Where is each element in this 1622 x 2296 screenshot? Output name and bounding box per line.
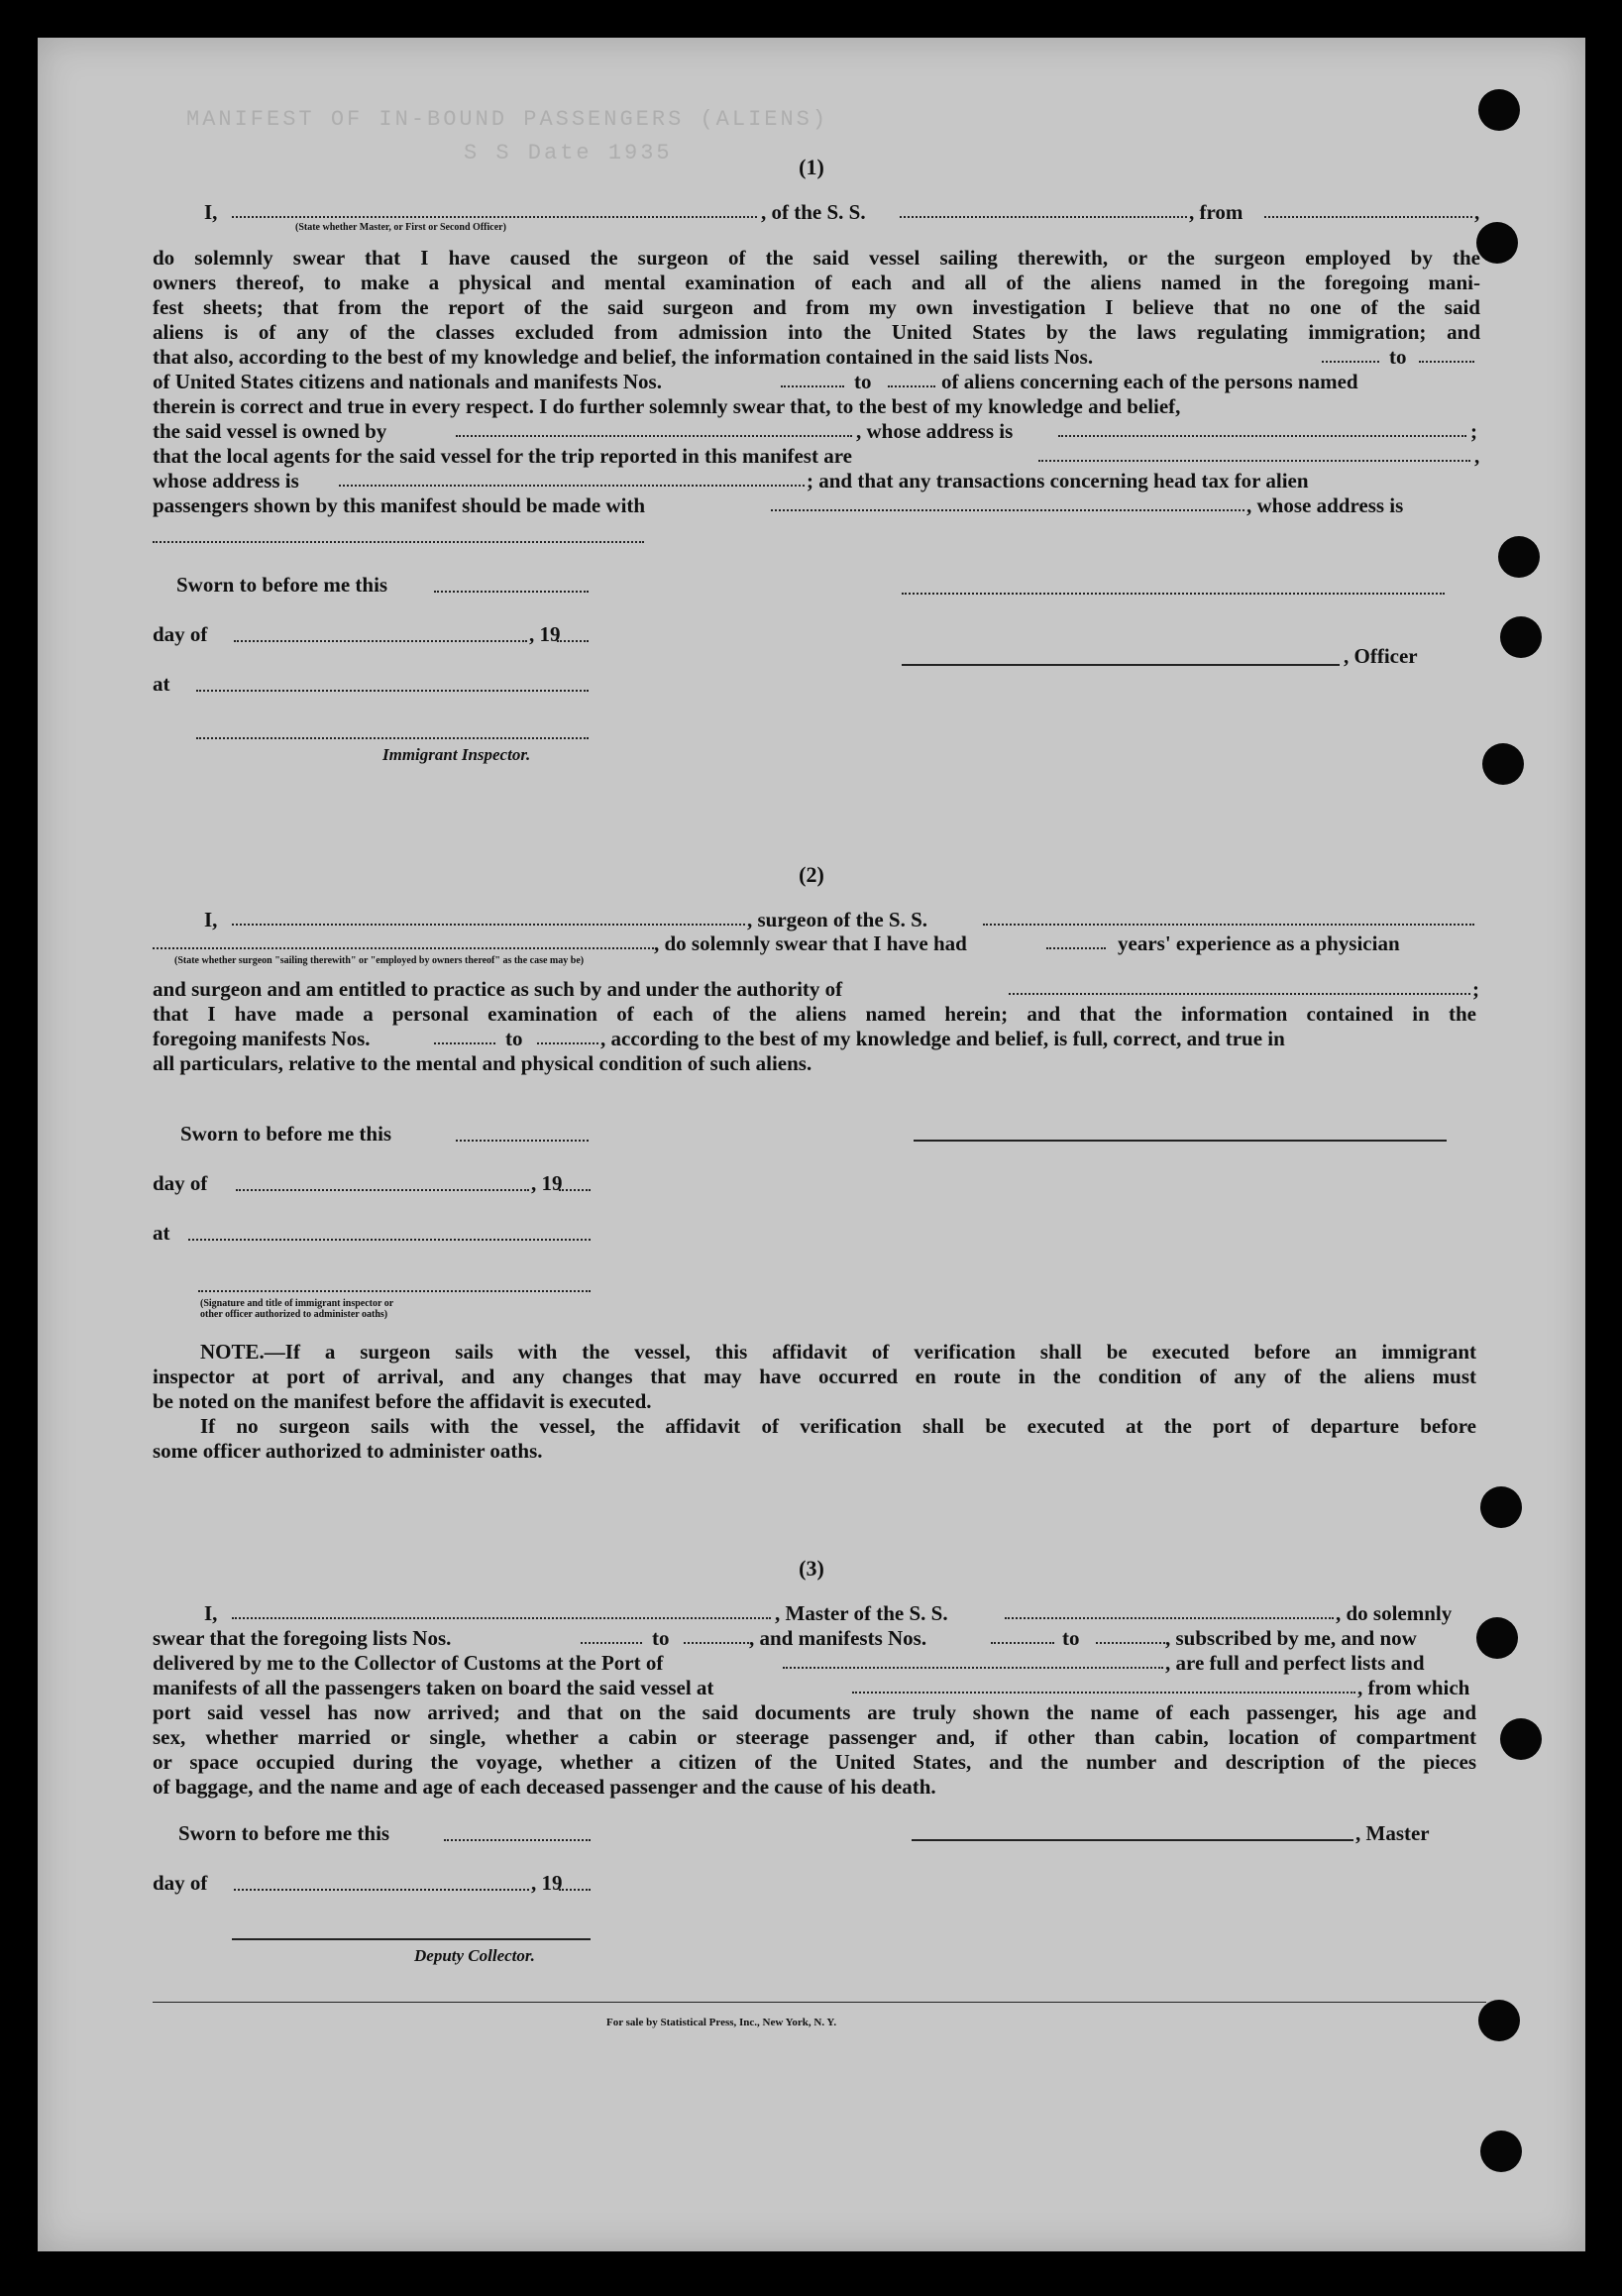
- s1-para-line: owners thereof, to make a physical and mental examination of each and all of the aliens named in the foregoing mani-: [153, 271, 1480, 294]
- s2-examination-text: that I have made a personal examination of each of the aliens named herein; and that the information contained in the: [153, 1002, 1476, 1026]
- s3-swear-lists: swear that the foregoing lists Nos.: [153, 1626, 452, 1650]
- s1-owner-field[interactable]: [456, 435, 852, 437]
- s2-sworn-field[interactable]: [456, 1140, 589, 1142]
- s1-citizens-line-a: of United States citizens and nationals and manifests Nos.: [153, 370, 662, 393]
- s2-day-of-label: day of: [153, 1171, 208, 1195]
- s3-delivered: delivered by me to the Collector of Customs at the Port of: [153, 1651, 664, 1675]
- semicolon: ;: [1472, 977, 1479, 1001]
- note2-line: some officer authorized to administer oaths.: [153, 1439, 543, 1463]
- s3-year-field[interactable]: [559, 1889, 591, 1891]
- s2-signature-note-2: other officer authorized to administer oaths): [200, 1309, 388, 1320]
- s2-capacity-field[interactable]: [153, 947, 654, 949]
- s1-agents-line: that the local agents for the said vessel for the trip reported in this manifest are: [153, 444, 852, 468]
- s2-at-label: at: [153, 1221, 170, 1245]
- s3-day-field[interactable]: [234, 1889, 529, 1891]
- s1-manifests-from-field[interactable]: [781, 385, 844, 387]
- punch-hole: [1478, 2000, 1520, 2041]
- s1-agents-address-field[interactable]: [339, 485, 805, 487]
- punch-hole: [1480, 1486, 1522, 1528]
- s2-inspector-signature-field[interactable]: [198, 1290, 591, 1292]
- s1-inspector-title: Immigrant Inspector.: [382, 745, 531, 764]
- s1-day-field[interactable]: [234, 640, 527, 642]
- s1-whose-address-end: , whose address is: [1246, 493, 1404, 517]
- punch-hole: [1476, 1617, 1518, 1659]
- s2-year-field[interactable]: [559, 1189, 591, 1191]
- s2-to-label: to: [505, 1027, 523, 1050]
- s3-and-manifests: , and manifests Nos.: [749, 1626, 927, 1650]
- note2-line: If no surgeon sails with the vessel, the affidavit of verification shall be executed at the port of departure before: [200, 1414, 1476, 1438]
- s1-i-label: I,: [204, 200, 218, 224]
- s3-from-which: , from which: [1357, 1676, 1470, 1699]
- s2-particulars-text: all particulars, relative to the mental and physical condition of such aliens.: [153, 1051, 812, 1075]
- section-2-number: (2): [799, 862, 824, 887]
- note-line: [153, 1340, 1476, 1365]
- s3-para-line: port said vessel has now arrived; and that on the said documents are truly shown the name of each passenger, his age and: [153, 1700, 1476, 1724]
- s3-para-line: or space occupied during the voyage, whether a citizen of the United States, and the number and description of the pieces: [153, 1750, 1476, 1774]
- s1-transactions-text: ; and that any transactions concerning head tax for alien: [807, 469, 1309, 492]
- punch-hole: [1478, 89, 1520, 131]
- s1-whose-address-line: whose address is: [153, 469, 299, 492]
- s1-correct-line: therein is correct and true in every respect. I do further solemnly swear that, to the best of my knowledge and belief,: [153, 394, 1181, 418]
- comma: ,: [1474, 200, 1480, 224]
- s3-ss-field[interactable]: [1005, 1617, 1334, 1619]
- footer-printer: For sale by Statistical Press, Inc., New York, N. Y.: [606, 2017, 837, 2028]
- s1-para-line: aliens is of any of the classes excluded from admission into the United States by the laws regulating immigration; and: [153, 320, 1480, 344]
- note-text: —If a surgeon sails with the vessel, this affidavit of verification shall be executed before an immigrant: [264, 1340, 1476, 1364]
- s3-subscribed: , subscribed by me, and now: [1165, 1626, 1417, 1650]
- s3-embark-field[interactable]: [852, 1692, 1355, 1694]
- s3-deputy-signature-line[interactable]: [232, 1938, 591, 1940]
- s3-lists-from-field[interactable]: [581, 1642, 642, 1644]
- s2-state-note: (State whether surgeon "sailing therewith" or "employed by owners thereof" as the case may be): [174, 955, 585, 966]
- s3-master-of-label: , Master of the S. S.: [775, 1601, 948, 1625]
- s1-manifests-to-field[interactable]: [888, 385, 935, 387]
- s2-authority-field[interactable]: [1009, 993, 1470, 995]
- s1-day-of-label: day of: [153, 622, 208, 646]
- bleed-through-header: MANIFEST OF IN-BOUND PASSENGERS (ALIENS): [186, 107, 829, 132]
- s1-to-label: to: [854, 370, 872, 393]
- s3-port-field[interactable]: [783, 1667, 1163, 1669]
- s3-master-label: , Master: [1355, 1821, 1430, 1845]
- s1-sworn-label: Sworn to before me this: [176, 573, 388, 597]
- s1-passengers-text: passengers shown by this manifest should be made with: [153, 493, 646, 517]
- s3-to-label: to: [1062, 1626, 1080, 1650]
- s1-citizens-line-b: of aliens concerning each of the persons named: [941, 370, 1358, 393]
- s3-lists-to-field[interactable]: [684, 1642, 749, 1644]
- s1-year-field[interactable]: [557, 640, 589, 642]
- s2-swear-text: , do solemnly swear that I have had: [654, 931, 967, 955]
- s3-manifests-all: manifests of all the passengers taken on board the said vessel at: [153, 1676, 714, 1699]
- s3-to-label: to: [652, 1626, 670, 1650]
- note-line: be noted on the manifest before the affidavit is executed.: [153, 1389, 652, 1413]
- s3-para-line: of baggage, and the name and age of each deceased passenger and the cause of his death.: [153, 1775, 936, 1799]
- s1-of-ss-label: , of the S. S.: [761, 200, 866, 224]
- s3-i-label: I,: [204, 1601, 218, 1625]
- s2-at-field[interactable]: [188, 1239, 591, 1241]
- semicolon: ;: [1470, 419, 1477, 443]
- s1-para-line: fest sheets; that from the report of the said surgeon and from my own investigation I believe that no one of the said: [153, 295, 1480, 319]
- s1-owned-label: the said vessel is owned by: [153, 419, 387, 443]
- s3-day-of-label: day of: [153, 1871, 208, 1895]
- s1-at-field[interactable]: [196, 690, 589, 692]
- s3-sworn-label: Sworn to before me this: [178, 1821, 390, 1845]
- s2-authority-text: and surgeon and am entitled to practice as such by and under the authority of: [153, 977, 843, 1001]
- punch-hole: [1500, 1718, 1542, 1760]
- s1-state-note: (State whether Master, or First or Second Officer): [295, 222, 506, 233]
- punch-hole: [1480, 2131, 1522, 2172]
- s1-officer-label: , Officer: [1344, 644, 1418, 668]
- s3-are-full: , are full and perfect lists and: [1165, 1651, 1425, 1675]
- s2-year-label: , 19: [531, 1171, 563, 1195]
- s2-foregoing-text-b: , according to the best of my knowledge and belief, is full, correct, and true in: [600, 1027, 1285, 1050]
- s2-signature-note-1: (Signature and title of immigrant inspector or: [200, 1298, 394, 1309]
- footer-rule: [153, 2002, 1486, 2003]
- section-1-number: (1): [799, 155, 824, 179]
- s1-whose-address-label: , whose address is: [856, 419, 1014, 443]
- s2-ss-field[interactable]: [983, 924, 1474, 926]
- s1-agents-field[interactable]: [1038, 460, 1470, 462]
- punch-hole: [1500, 616, 1542, 658]
- s2-manifests-from-field[interactable]: [434, 1042, 495, 1044]
- s1-lists-from-field[interactable]: [1322, 361, 1379, 363]
- s3-year-label: , 19: [531, 1871, 563, 1895]
- punch-hole: [1476, 222, 1518, 264]
- s3-sworn-field[interactable]: [444, 1839, 591, 1841]
- s2-foregoing-text-a: foregoing manifests Nos.: [153, 1027, 371, 1050]
- s1-ss-field[interactable]: [900, 216, 1187, 218]
- s3-para-line: sex, whether married or single, whether a cabin or steerage passenger and, if other than cabin, location of compartment: [153, 1725, 1476, 1749]
- s2-i-label: I,: [204, 908, 218, 931]
- s1-year-label: , 19: [529, 622, 561, 646]
- s2-note-paragraph: [153, 1340, 1476, 1464]
- s1-lists-line: that also, according to the best of my knowledge and belief, the information contained in the said lists Nos.: [153, 345, 1094, 369]
- punch-hole: [1498, 536, 1540, 578]
- s2-name-field[interactable]: [232, 924, 745, 926]
- s2-years-field[interactable]: [1046, 947, 1106, 949]
- s2-surgeon-of-label: , surgeon of the S. S.: [747, 908, 928, 931]
- s2-years-text: years' experience as a physician: [1118, 931, 1400, 955]
- s3-deputy-title: Deputy Collector.: [414, 1946, 535, 1965]
- s1-paragraph: [153, 246, 1480, 345]
- form-page: [38, 38, 1585, 2251]
- s1-at-label: at: [153, 672, 170, 696]
- s3-name-field[interactable]: [232, 1617, 771, 1619]
- s3-paragraph: [153, 1700, 1476, 1800]
- s1-from-field[interactable]: [1264, 216, 1472, 218]
- s1-officer-field[interactable]: [232, 216, 757, 218]
- s2-sworn-label: Sworn to before me this: [180, 1122, 392, 1146]
- punch-hole: [1482, 743, 1524, 785]
- s1-from-label: , from: [1189, 200, 1244, 224]
- s2-surgeon-signature-line[interactable]: [914, 1140, 1447, 1142]
- s1-inspector-signature-field[interactable]: [196, 737, 589, 739]
- s1-lists-to-field[interactable]: [1419, 361, 1474, 363]
- s3-do-solemnly: , do solemnly: [1336, 1601, 1453, 1625]
- note-label: NOTE.: [200, 1340, 265, 1364]
- s1-to-label: to: [1389, 345, 1407, 369]
- s2-manifests-to-field[interactable]: [537, 1042, 598, 1044]
- s1-officer-signature-line-1[interactable]: [902, 593, 1445, 595]
- s1-para-line: do solemnly swear that I have caused the surgeon of the said vessel sailing therewith, or the surgeon employed by the: [153, 246, 1480, 270]
- comma: ,: [1474, 444, 1480, 468]
- s1-sworn-field[interactable]: [434, 591, 589, 593]
- section-3-number: (3): [799, 1556, 824, 1581]
- s1-head-tax-field[interactable]: [771, 509, 1244, 511]
- s3-master-signature-line[interactable]: [912, 1839, 1353, 1841]
- s2-day-field[interactable]: [236, 1189, 529, 1191]
- note-line: inspector at port of arrival, and any changes that may have occurred en route in the condition of any of the aliens must: [153, 1365, 1476, 1388]
- s3-manifests-from-field[interactable]: [991, 1642, 1054, 1644]
- s1-owner-address-field[interactable]: [1058, 435, 1466, 437]
- bleed-through-header-line2: S S Date 1935: [464, 141, 673, 165]
- s1-head-tax-address-field[interactable]: [153, 541, 644, 543]
- s3-manifests-to-field[interactable]: [1096, 1642, 1165, 1644]
- s1-officer-signature-line[interactable]: [902, 664, 1340, 666]
